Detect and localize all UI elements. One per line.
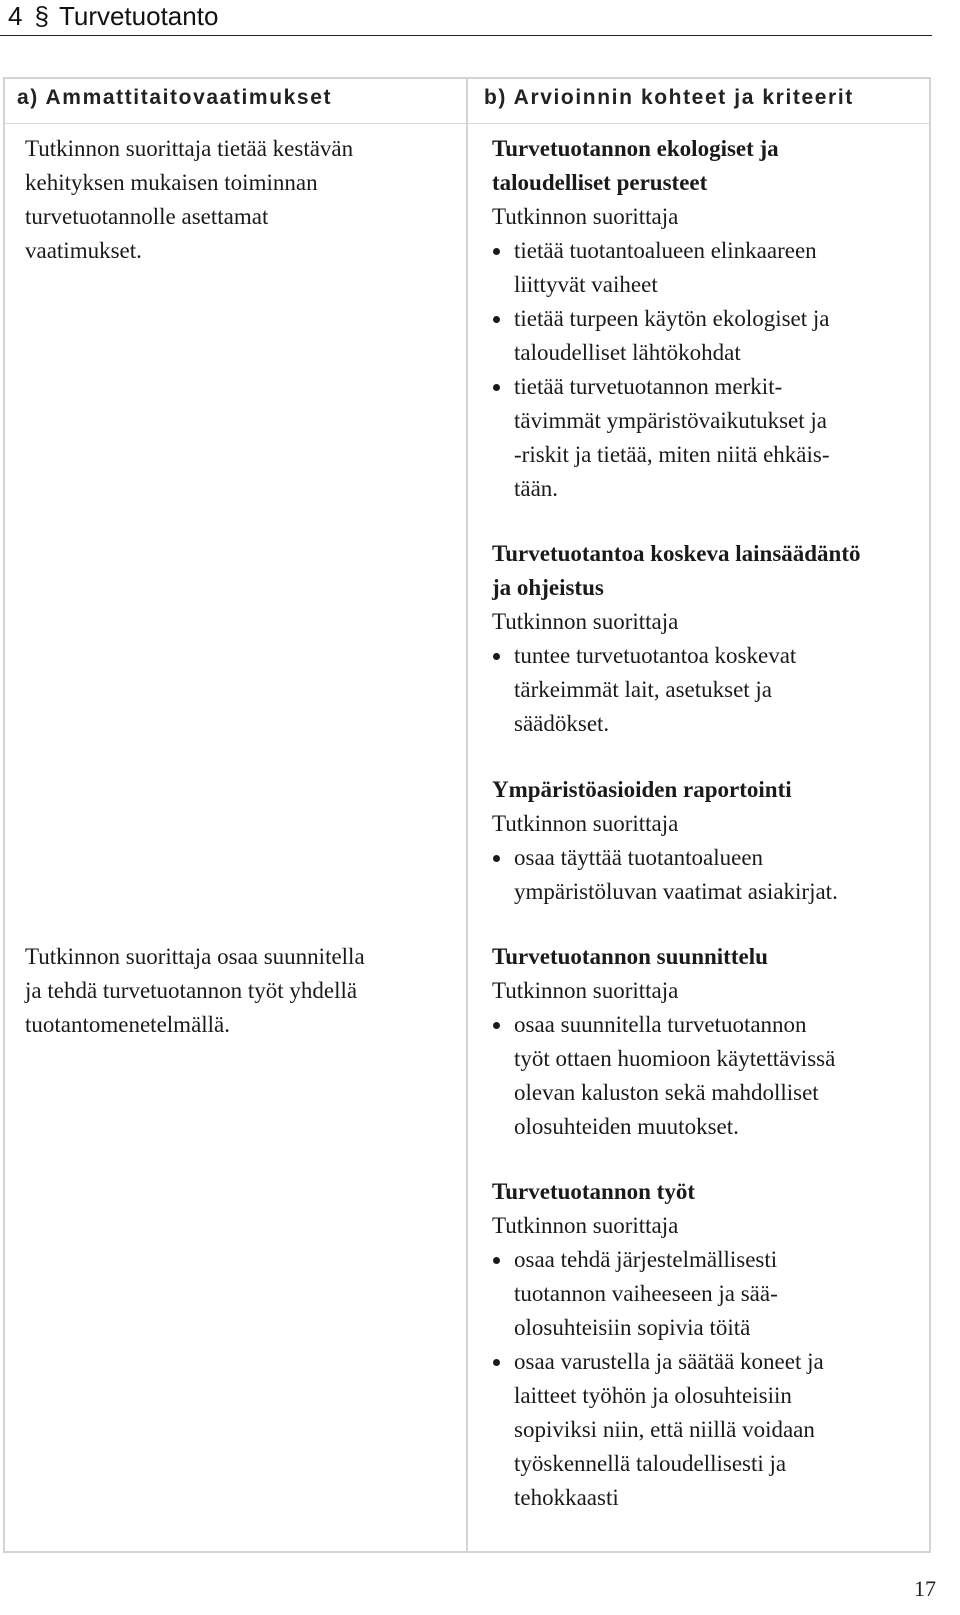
section-symbol: §: [34, 1, 49, 31]
criteria-list: [492, 1243, 922, 1515]
section-title: Turvetuotannon ekologiset ja: [492, 136, 779, 161]
criteria-line: ympäristöluvan vaatimat asiakirjat.: [514, 879, 838, 904]
bullet-icon: [493, 1257, 500, 1264]
criteria-line: osaa tehdä järjestelmällisesti: [514, 1247, 778, 1272]
criteria-line: tuotannon vaiheeseen ja sää-: [514, 1281, 778, 1306]
section-title: Turvetuotantoa koskeva lainsäädäntö: [492, 541, 861, 566]
bullet-icon: [493, 248, 500, 255]
section-subtitle: Tutkinnon suorittaja: [492, 1213, 679, 1238]
criteria-line: työt ottaen huomioon käytettävissä: [514, 1046, 836, 1071]
criteria-section-ecological-economic: [492, 132, 922, 506]
list-item: [492, 234, 922, 302]
section-subtitle: Tutkinnon suorittaja: [492, 204, 679, 229]
criteria-list: [492, 234, 922, 506]
criteria-line: olevan kaluston sekä mahdolliset: [514, 1080, 819, 1105]
requirement-line: Tutkinnon suorittaja osaa suunnitella: [25, 944, 365, 969]
list-item: [492, 1008, 922, 1144]
criteria-section-reporting: [492, 773, 922, 909]
bullet-icon: [493, 855, 500, 862]
list-item: [492, 841, 922, 909]
criteria-line: tietää turvetuotannon merkit-: [514, 374, 783, 399]
page-number: 17: [914, 1576, 936, 1601]
list-item: [492, 1345, 922, 1515]
bullet-icon: [493, 316, 500, 323]
section-title: taloudelliset perusteet: [492, 170, 708, 195]
criteria-list: [492, 639, 922, 741]
section-title: Ympäristöasioiden raportointi: [492, 777, 792, 802]
criteria-line: tärkeimmät lait, asetukset ja: [514, 677, 773, 702]
requirement-line: Tutkinnon suorittaja tietää kestävän: [25, 136, 354, 161]
criteria-line: säädökset.: [514, 711, 610, 736]
criteria-line: -riskit ja tietää, miten niitä ehkäis-: [514, 442, 830, 467]
criteria-line: tehokkaasti: [514, 1485, 619, 1510]
criteria-line: sopiviksi niin, että niillä voidaan: [514, 1417, 815, 1442]
criteria-line: osaa suunnitella turvetuotannon: [514, 1012, 807, 1037]
section-subtitle: Tutkinnon suorittaja: [492, 978, 679, 1003]
bullet-icon: [493, 384, 500, 391]
page-heading: [8, 0, 218, 32]
list-item: [492, 639, 922, 741]
section-subtitle: Tutkinnon suorittaja: [492, 609, 679, 634]
criteria-line: tään.: [514, 476, 559, 501]
criteria-list: [492, 1008, 922, 1144]
requirement-1: [25, 132, 450, 268]
criteria-line: tuntee turvetuotantoa koskevat: [514, 643, 797, 668]
criteria-line: taloudelliset lähtökohdat: [514, 340, 741, 365]
list-item: [492, 302, 922, 370]
column-divider: [466, 77, 468, 1553]
list-item: [492, 1243, 922, 1345]
requirement-line: vaatimukset.: [25, 238, 142, 263]
criteria-line: osaa täyttää tuotantoalueen: [514, 845, 764, 870]
column-header-criteria: b) Arvioinnin kohteet ja kriteerit: [484, 86, 854, 109]
page-title: Turvetuotanto: [58, 1, 219, 31]
bullet-icon: [493, 1022, 500, 1029]
criteria-line: työskennellä taloudellisesti ja: [514, 1451, 787, 1476]
criteria-line: tietää tuotantoalueen elinkaareen: [514, 238, 817, 263]
section-title: ja ohjeistus: [492, 575, 604, 600]
requirement-line: ja tehdä turvetuotannon työt yhdellä: [25, 978, 358, 1003]
chapter-number: 4: [8, 1, 23, 31]
requirement-line: turvetuotannolle asettamat: [25, 204, 269, 229]
section-title: Turvetuotannon suunnittelu: [492, 944, 768, 969]
header-underline-b: [468, 123, 929, 124]
requirement-line: tuotantomenetelmällä.: [25, 1012, 231, 1037]
criteria-line: tietää turpeen käytön ekologiset ja: [514, 306, 830, 331]
criteria-line: tävimmät ympäristövaikutukset ja: [514, 408, 827, 433]
column-header-requirements: a) Ammattitaitovaatimukset: [17, 86, 333, 109]
criteria-line: olosuhteiden muutokset.: [514, 1114, 739, 1139]
section-title: Turvetuotannon työt: [492, 1179, 695, 1204]
criteria-line: osaa varustella ja säätää koneet ja: [514, 1349, 824, 1374]
list-item: [492, 370, 922, 506]
requirement-2: [25, 940, 450, 1042]
criteria-section-work: [492, 1175, 922, 1515]
bullet-icon: [493, 1359, 500, 1366]
criteria-list: [492, 841, 922, 909]
section-subtitle: Tutkinnon suorittaja: [492, 811, 679, 836]
requirement-line: kehityksen mukaisen toiminnan: [25, 170, 318, 195]
heading-rule: [0, 35, 932, 36]
criteria-section-legislation: [492, 537, 922, 741]
criteria-line: laitteet työhön ja olosuhteisiin: [514, 1383, 792, 1408]
criteria-section-planning: [492, 940, 922, 1144]
criteria-line: liittyvät vaiheet: [514, 272, 658, 297]
header-underline-a: [5, 123, 466, 124]
criteria-line: olosuhteisiin sopivia töitä: [514, 1315, 751, 1340]
bullet-icon: [493, 653, 500, 660]
